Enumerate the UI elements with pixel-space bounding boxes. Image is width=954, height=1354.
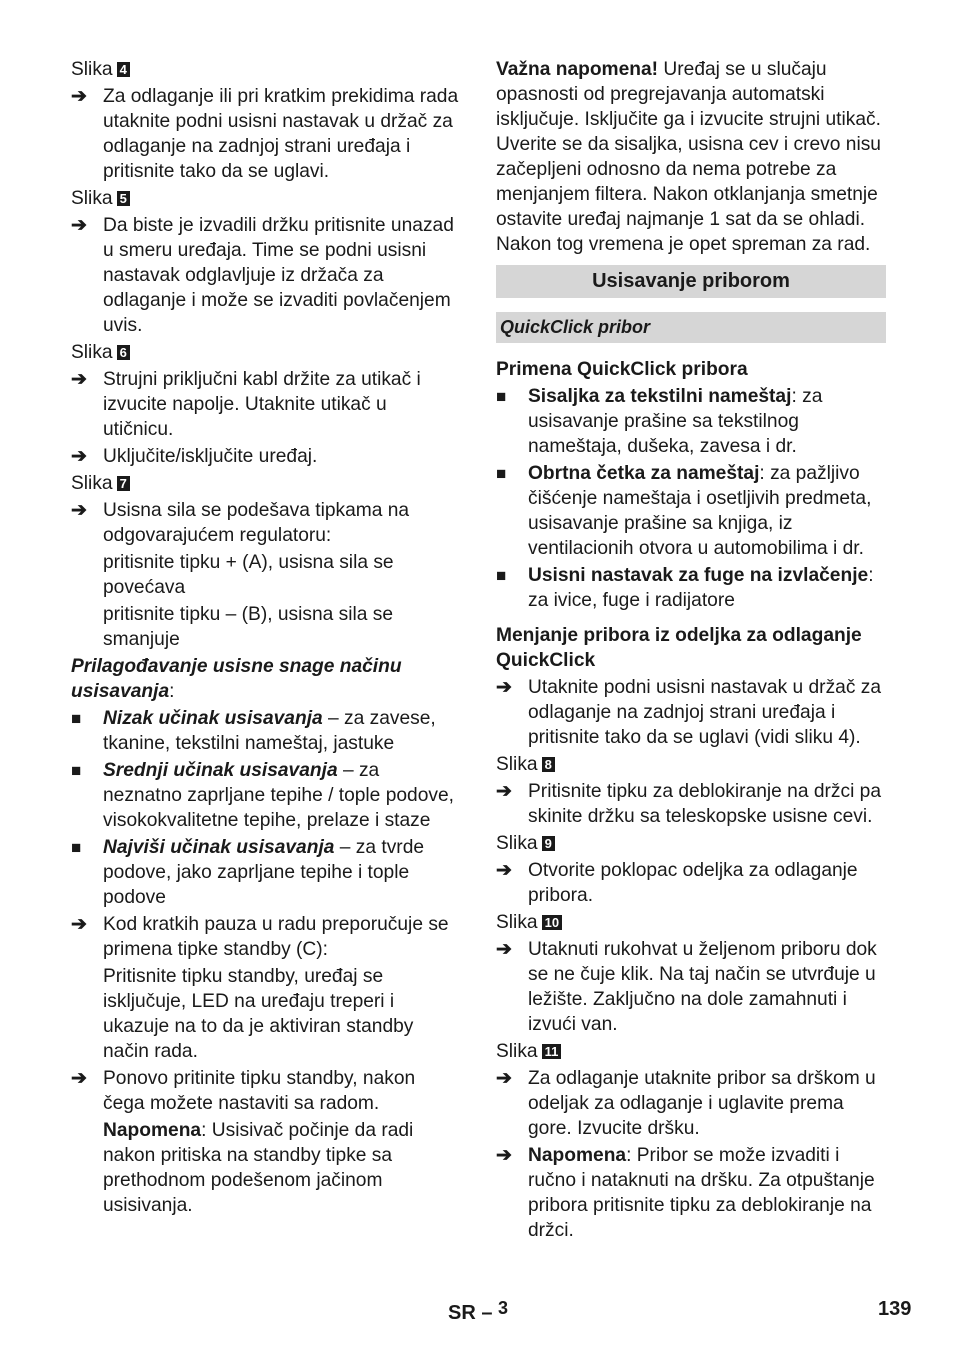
warning-label: Važna napomena! [496, 59, 659, 80]
instruction-item [496, 1143, 886, 1243]
square-bullet-icon: ■ [496, 464, 507, 483]
instruction-item [71, 367, 461, 442]
figure-number: 5 [117, 191, 130, 206]
instruction-item [71, 912, 461, 962]
arrow-icon: ➔ [71, 215, 88, 236]
accessory-item [496, 461, 886, 561]
arrow-icon: ➔ [71, 914, 88, 935]
instruction-item [496, 937, 886, 1037]
instruction-text: Otvorite poklopac odeljka za odlaganje pribora. [528, 860, 858, 906]
instruction-item [71, 498, 461, 548]
square-bullet-icon: ■ [71, 709, 82, 728]
figure-number: 10 [542, 915, 562, 930]
arrow-icon: ➔ [71, 1068, 88, 1089]
figure-ref-6 [71, 340, 461, 365]
instruction-text: Utaknite podni usisni nastavak u držač za odlaganje na zadnjoj strani uređaja i pritisnite tako da se uglavi (vidi sliku 4). [528, 677, 882, 748]
accessory-item [496, 563, 886, 613]
figure-number: 11 [542, 1044, 562, 1059]
instruction-continuation: Pritisnite tipku standby, uređaj se isključuje, LED na uređaju treperi i ukazuje na to da je aktiviran standby način rada. [103, 966, 414, 1062]
instruction-text: Za odlaganje ili pri kratkim prekidima rada utaknite podni usisni nastavak u držač za odlaganje na zadnjoj strani uređaja i pritisnite tako da se uglavi. [103, 86, 459, 182]
instruction-text: Strujni priključni kabl držite za utikač i izvucite napolje. Utaknite utikač u utičnicu. [103, 369, 421, 440]
figure-ref-10 [496, 910, 886, 935]
bullet-term: Srednji učinak usisavanja [103, 760, 338, 781]
arrow-icon: ➔ [71, 369, 88, 390]
arrow-icon: ➔ [496, 1068, 513, 1089]
accessory-text: : za pažljivo čišćenje nameštaja i osetljivih predmeta, usisavanje prašine sa knjiga, iz ventilacionih otvora u automobilima i dr. [528, 463, 872, 559]
figure-ref-4 [71, 57, 461, 82]
instruction-item [496, 1066, 886, 1141]
figure-ref-11 [496, 1039, 886, 1064]
footer-language [448, 1296, 508, 1326]
section-heading: Usisavanje priborom [496, 265, 886, 298]
bullet-text: – za zavese, tkanine, tekstilni nameštaj, jastuke [103, 708, 436, 754]
note-text: : Pribor se može izvaditi i ručno i nataknuti na dršku. Za otpuštanje pribora pritisnite tipku za deblokiranje na držci. [528, 1145, 875, 1241]
change-heading: Menjanje pribora iz odeljka za odlaganje QuickClick [496, 625, 862, 671]
bullet-item [71, 758, 461, 833]
figure-label: Slika [496, 1041, 538, 1062]
page-number: 139 [878, 1298, 912, 1320]
instruction-text: Uključite/isključite uređaj. [103, 446, 318, 467]
instruction-item [71, 213, 461, 338]
figure-ref-5 [71, 186, 461, 211]
bullet-text: – za tvrde podove, jako zaprljane tepihe i tople podove [103, 837, 425, 908]
instruction-item [71, 1066, 461, 1116]
figure-number: 7 [117, 476, 130, 491]
section-page-number: 3 [498, 1298, 509, 1318]
bullet-text: – za neznatno zaprljane tepihe / tople podove, visokokvalitetne tepihe, prelaze i staze [103, 760, 454, 831]
warning-text: Uređaj se u slučaju opasnosti od pregrejavanja automatski isključuje. Isključite ga i izvucite strujni utikač. Uverite se da sisaljka, usisna cev i crevo nisu začepljeni odnosno da nema potrebe za menjanjem filtera. Nakon otklanjanja smetnje ostavite uređaj najmanje 1 sat da se ohladi. Nakon tog vremena je opet spreman za rad. [496, 59, 881, 255]
figure-ref-7 [71, 471, 461, 496]
instruction-continuation: pritisnite tipku + (A), usisna sila se povećava [103, 552, 394, 598]
warning-paragraph [496, 57, 886, 257]
figure-number: 4 [117, 62, 130, 77]
square-bullet-icon: ■ [71, 838, 82, 857]
arrow-icon: ➔ [71, 86, 88, 107]
note-label: Napomena [528, 1145, 627, 1166]
accessory-name: Sisaljka za tekstilni nameštaj [528, 386, 792, 407]
language-code: SR [448, 1302, 476, 1324]
bullet-item [71, 706, 461, 756]
figure-label: Slika [71, 342, 113, 363]
figure-label: Slika [496, 754, 538, 775]
arrow-icon: ➔ [71, 446, 88, 467]
arrow-icon: ➔ [496, 860, 513, 881]
instruction-text: Utaknuti rukohvat u željenom priboru dok se ne čuje klik. Na taj način se utvrđuje u ležište. Zaključno na dole zamahnuti i izvući van. [528, 939, 877, 1035]
accessory-item [496, 384, 886, 459]
arrow-icon: ➔ [496, 939, 513, 960]
left-column [71, 57, 461, 1220]
figure-label: Slika [71, 473, 113, 494]
adjust-heading: Prilagođavanje usisne snage načinu usisavanja: [71, 656, 402, 702]
bullet-term: Nizak učinak usisavanja [103, 708, 323, 729]
subsection-heading: QuickClick pribor [496, 312, 886, 343]
accessory-text: : za ivice, fuge i radijatore [528, 565, 874, 611]
instruction-text: Kod kratkih pauza u radu preporučuje se primena tipke standby (C): [103, 914, 449, 960]
instruction-text: Pritisnite tipku za deblokiranje na držci pa skinite držku sa teleskopske usisne cevi. [528, 781, 882, 827]
figure-label: Slika [496, 912, 538, 933]
instruction-text: Usisna sila se podešava tipkama na odgovarajućem regulatoru: [103, 500, 410, 546]
instruction-continuation: pritisnite tipku – (B), usisna sila se smanjuje [103, 604, 394, 650]
figure-label: Slika [71, 59, 113, 80]
footer-dash: – [481, 1302, 493, 1324]
arrow-icon: ➔ [71, 500, 88, 521]
figure-ref-8 [496, 752, 886, 777]
square-bullet-icon: ■ [496, 566, 507, 585]
instruction-item [496, 675, 886, 750]
instruction-text: Da biste je izvadili držku pritisnite unazad u smeru uređaja. Time se podni usisni nastavak odglavljuje iz držača za odlaganje i može se izvaditi povlačenjem uvis. [103, 215, 454, 336]
arrow-icon: ➔ [496, 781, 513, 802]
instruction-text: Za odlaganje utaknite pribor sa drškom u odeljak za odlaganje i uglavite prema gore. Izvucite dršku. [528, 1068, 876, 1139]
figure-label: Slika [71, 188, 113, 209]
instruction-item [496, 779, 886, 829]
arrow-icon: ➔ [496, 1145, 513, 1166]
instruction-text: Ponovo pritinite tipku standby, nakon čega možete nastaviti sa radom. [103, 1068, 416, 1114]
square-bullet-icon: ■ [496, 387, 507, 406]
instruction-item [71, 84, 461, 184]
bullet-item [71, 835, 461, 910]
instruction-item [71, 444, 461, 469]
accessory-name: Usisni nastavak za fuge na izvlačenje [528, 565, 869, 586]
figure-number: 8 [542, 757, 555, 772]
note-text: : Usisivač počinje da radi nakon pritiska na standby tipke sa prethodnom podešenom jačinom usisivanja. [103, 1120, 414, 1216]
figure-ref-9 [496, 831, 886, 856]
figure-label: Slika [496, 833, 538, 854]
bullet-term: Najviši učinak usisavanja [103, 837, 335, 858]
note-label: Napomena [103, 1120, 202, 1141]
accessory-text: : za usisavanje prašine sa tekstilnog nameštaja, dušeka, zavesa i dr. [528, 386, 823, 457]
figure-number: 6 [117, 345, 130, 360]
square-bullet-icon: ■ [71, 761, 82, 780]
usage-heading: Primena QuickClick pribora [496, 359, 748, 380]
arrow-icon: ➔ [496, 677, 513, 698]
right-column [496, 57, 886, 1245]
instruction-item [496, 858, 886, 908]
accessory-name: Obrtna četka za nameštaj [528, 463, 760, 484]
note-paragraph [71, 1118, 461, 1218]
figure-number: 9 [542, 836, 555, 851]
